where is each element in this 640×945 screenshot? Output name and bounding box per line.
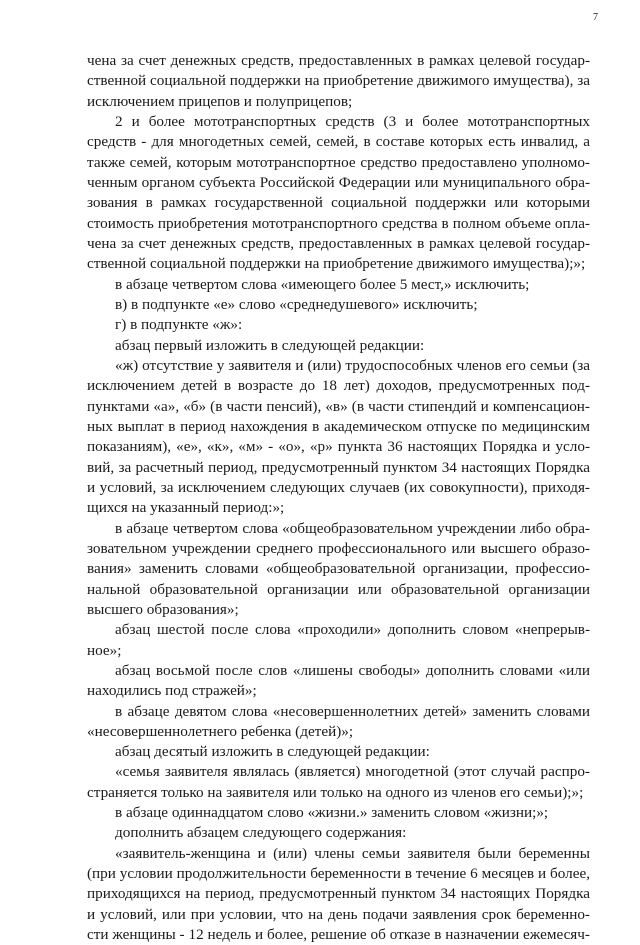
text-line: абзац шестой после слова «проходили» дополнить словом «непрерыв- [115,621,590,639]
text-line: сти женщины - 12 недель и более, решение об отказе в назначении ежемесяч- [87,926,590,944]
text-line: показаниям), «е», «к», «м» - «о», «р» пункта 36 настоящих Порядка и усло- [87,438,590,456]
text-line: в) в подпункте «е» слово «среднедушевого» исключить; [115,295,478,313]
text-line: ственной социальной поддержки на приобретение движимого имущества);»; [87,255,586,273]
text-line: средств - для многодетных семей, семей, в составе которых есть инвалид, а [87,133,590,151]
text-line: находились под стражей»; [87,682,257,700]
text-line: также семей, которым мототранспортное средство предоставлено уполномо- [87,153,590,171]
text-line: 2 и более мототранспортных средств (3 и более мототранспортных [115,112,590,130]
text-line: вания» заменить словами «общеобразовательной организации, профессио- [87,560,590,578]
text-line: (при условии продолжительности беременности в течение 6 месяцев и более, [87,865,590,883]
text-line: щихся на указанный период:»; [87,499,285,517]
text-line: в абзаце девятом слова «несовершеннолетних детей» заменить словами [115,702,590,720]
text-line: дополнить абзацем следующего содержания: [115,824,407,842]
text-line: ственной социальной поддержки на приобретение движимого имущества), за [87,72,590,90]
text-line: «несовершеннолетнего ребенка (детей)»; [87,722,354,740]
text-line: пунктами «а», «б» (в части пенсий), «в» (в части стипендий и компенсацион- [87,397,590,415]
text-line: вий, за расчетный период, предусмотренный пунктом 34 настоящих Порядка [87,458,590,476]
text-line: чена за счет денежных средств, предоставленных в рамках целевой государ- [87,52,590,69]
text-line: стоимость приобретения мототранспортного средства в полном объеме опла- [87,214,590,232]
text-line: «заявитель-женщина и (или) члены семьи заявителя были беременны [115,844,590,862]
text-line: и условий, или при условии, что на день подачи заявления срок беременно- [87,905,590,923]
text-line: чена за счет денежных средств, предоставленных в рамках целевой государ- [87,234,590,252]
text-line: в абзаце четвертом слова «общеобразовательном учреждении либо обра- [115,519,590,537]
text-line: г) в подпункте «ж»: [115,316,243,334]
text-line: исключением детей в возрасте до 18 лет) доходов, предусмотренных под- [87,377,590,395]
text-line: и условий, за исключением следующих случаев (их совокупности), приходя- [87,478,590,496]
text-line: зовательном учреждении среднего профессионального или высшего образо- [87,539,590,557]
text-line: в абзаце четвертом слова «имеющего более 5 мест,» исключить; [115,275,530,293]
page-number: 7 [593,12,598,23]
text-line: «семья заявителя являлась (является) многодетной (этот случай распро- [115,763,590,781]
text-line: абзац десятый изложить в следующей редакции: [115,743,430,761]
text-line: ченным органом субъекта Российской Федерации или муниципального обра- [87,173,590,191]
text-line: абзац первый изложить в следующей редакции: [115,336,425,354]
text-line: исключением прицепов и полуприцепов; [87,92,353,110]
text-line: страняется только на заявителя или только на одного из членов его семьи);»; [87,783,584,801]
text-line: приходящихся на период, предусмотренный пунктом 34 настоящих Порядка [87,885,590,903]
text-line: абзац восьмой после слов «лишены свободы» дополнить словами «или [115,661,590,679]
text-line: ное»; [87,641,122,659]
text-line: ных выплат в период нахождения в академическом отпуске по медицинским [87,417,590,435]
text-line: высшего образования»; [87,600,239,618]
text-line: в абзаце одиннадцатом слово «жизни.» заменить словом «жизни;»; [115,804,549,822]
document-body [87,51,590,945]
text-line: зования в рамках государственной социальной поддержки или которыми [87,194,590,212]
text-line: «ж) отсутствие у заявителя и (или) трудоспособных членов его семьи (за [115,356,590,374]
text-line: нальной образовательной организации или образовательной организации [87,580,590,598]
